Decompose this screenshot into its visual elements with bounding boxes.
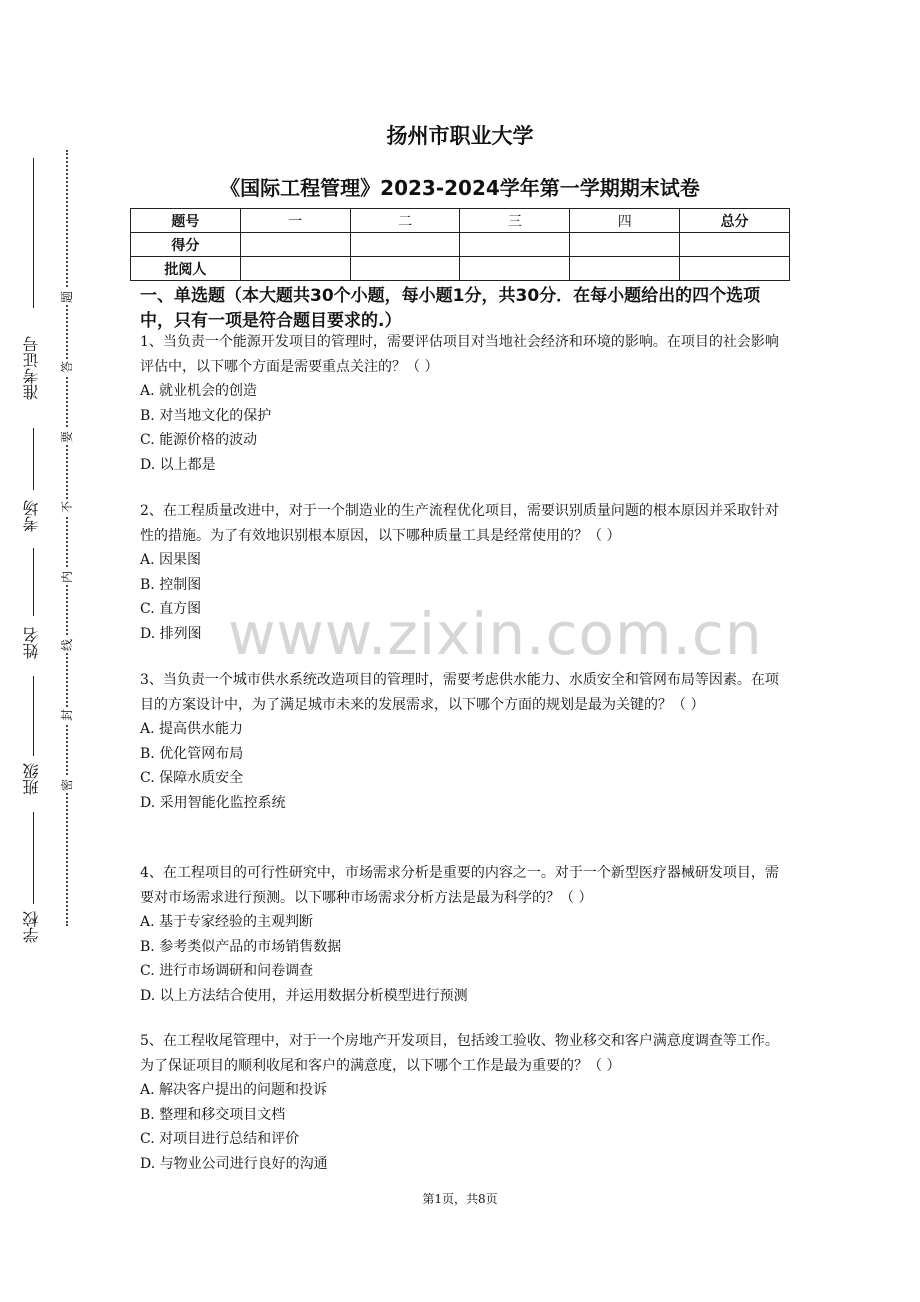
question-option: A. 解决客户提出的问题和投诉 (140, 1082, 328, 1098)
question-option: B. 整理和移交项目文档 (140, 1106, 286, 1123)
exam-number-line (33, 158, 34, 308)
question-stem: 2、在工程质量改进中，对于一个制造业的生产流程优化项目，需要识别质量问题的根本原因并采取针对性的措施。为了有效地识别根本原因，以下哪种质量工具是经常使用的？（ ） (140, 503, 779, 544)
question-stem: 5、在工程收尾管理中，对于一个房地产开发项目，包括竣工验收、物业移交和客户满意度调查等工作。为了保证项目的顺利收尾和客户的满意度，以下哪个工作是最为重要的？（ ） (140, 1033, 779, 1074)
column-header: 三 (460, 209, 570, 233)
grader-cell (680, 257, 790, 281)
page-footer: 第1页，共8页 (422, 1192, 498, 1206)
question-option: D. 以上方法结合使用，并运用数据分析模型进行预测 (140, 987, 468, 1004)
exam-number-label: 准考证号 (22, 336, 41, 400)
score-cell (240, 233, 350, 257)
row-header: 得分 (131, 233, 241, 257)
name-label: 姓名 (22, 627, 41, 659)
seal-char: 答 (60, 361, 74, 374)
watermark: www.zixin.com.cn (228, 600, 763, 668)
question-option: B. 控制图 (140, 576, 202, 593)
score-table (130, 208, 790, 281)
exam-room-line (33, 428, 34, 490)
seal-dotted-line (66, 150, 68, 926)
school-label: 学校 (22, 911, 41, 943)
question (140, 668, 792, 815)
question-option: C. 对项目进行总结和评价 (140, 1131, 300, 1147)
score-table-header-row (131, 209, 790, 233)
question-option: C. 进行市场调研和问卷调查 (140, 963, 314, 979)
column-header: 四 (570, 209, 680, 233)
column-header: 总分 (680, 209, 790, 233)
question-option: C. 保障水质安全 (140, 770, 244, 786)
question-stem: 4、在工程项目的可行性研究中，市场需求分析是重要的内容之一。对于一个新型医疗器械研发项目，需要对市场需求进行预测。以下哪种市场需求分析方法是最为科学的？（ ） (140, 865, 779, 906)
question-stem: 1、当负责一个能源开发项目的管理时，需要评估项目对当地社会经济和环境的影响。在项目的社会影响评估中，以下哪个方面是需要重点关注的？（ ） (140, 334, 779, 375)
question-option: B. 优化管网布局 (140, 745, 244, 762)
question (140, 1029, 792, 1176)
score-cell (460, 233, 570, 257)
seal-char: 封 (60, 709, 74, 722)
question-option: A. 就业机会的创造 (140, 383, 258, 399)
question-option: C. 能源价格的波动 (140, 432, 258, 448)
column-header: 题号 (131, 209, 241, 233)
question-option: A. 基于专家经验的主观判断 (140, 914, 314, 930)
seal-char: 不 (60, 501, 74, 514)
row-header: 批阅人 (131, 257, 241, 281)
grader-cell (460, 257, 570, 281)
question-option: D. 以上都是 (140, 456, 216, 473)
seal-char: 内 (60, 571, 74, 584)
class-line (33, 676, 34, 756)
binding-strip (0, 0, 110, 1302)
exam-title: 《国际工程管理》2023-2024学年第一学期期末试卷 (220, 176, 700, 200)
grader-cell (350, 257, 460, 281)
question (140, 499, 792, 646)
exam-room-label: 考场 (22, 500, 41, 532)
seal-char: 密 (60, 779, 74, 792)
question-option: B. 参考类似产品的市场销售数据 (140, 938, 342, 955)
grader-cell (240, 257, 350, 281)
section-heading: 一、单选题（本大题共30个小题，每小题1分，共30分．在每小题给出的四个选项中，只有一项是符合题目要求的.） (140, 286, 761, 331)
column-header: 二 (350, 209, 460, 233)
column-header: 一 (240, 209, 350, 233)
school-line (33, 812, 34, 904)
question (140, 861, 792, 1008)
question-option: C. 直方图 (140, 601, 202, 617)
question-option: D. 采用智能化监控系统 (140, 794, 286, 811)
score-cell (350, 233, 460, 257)
grader-cell (570, 257, 680, 281)
question (140, 330, 792, 477)
question-option: D. 与物业公司进行良好的沟通 (140, 1155, 328, 1172)
score-cell (570, 233, 680, 257)
grader-row (131, 257, 790, 281)
seal-char: 题 (60, 291, 74, 304)
question-option: A. 因果图 (140, 552, 202, 568)
seal-char: 线 (60, 639, 74, 652)
score-cell (680, 233, 790, 257)
school-title: 扬州市职业大学 (386, 124, 534, 148)
class-label: 班级 (22, 763, 41, 795)
score-row (131, 233, 790, 257)
seal-char: 要 (60, 431, 74, 444)
name-line (33, 548, 34, 616)
question-stem: 3、当负责一个城市供水系统改造项目的管理时，需要考虑供水能力、水质安全和管网布局等因素。在项目的方案设计中，为了满足城市未来的发展需求，以下哪个方面的规划是最为关键的？（ ） (140, 672, 779, 713)
question-option: B. 对当地文化的保护 (140, 407, 272, 424)
question-option: D. 排列图 (140, 625, 202, 642)
question-option: A. 提高供水能力 (140, 721, 244, 737)
